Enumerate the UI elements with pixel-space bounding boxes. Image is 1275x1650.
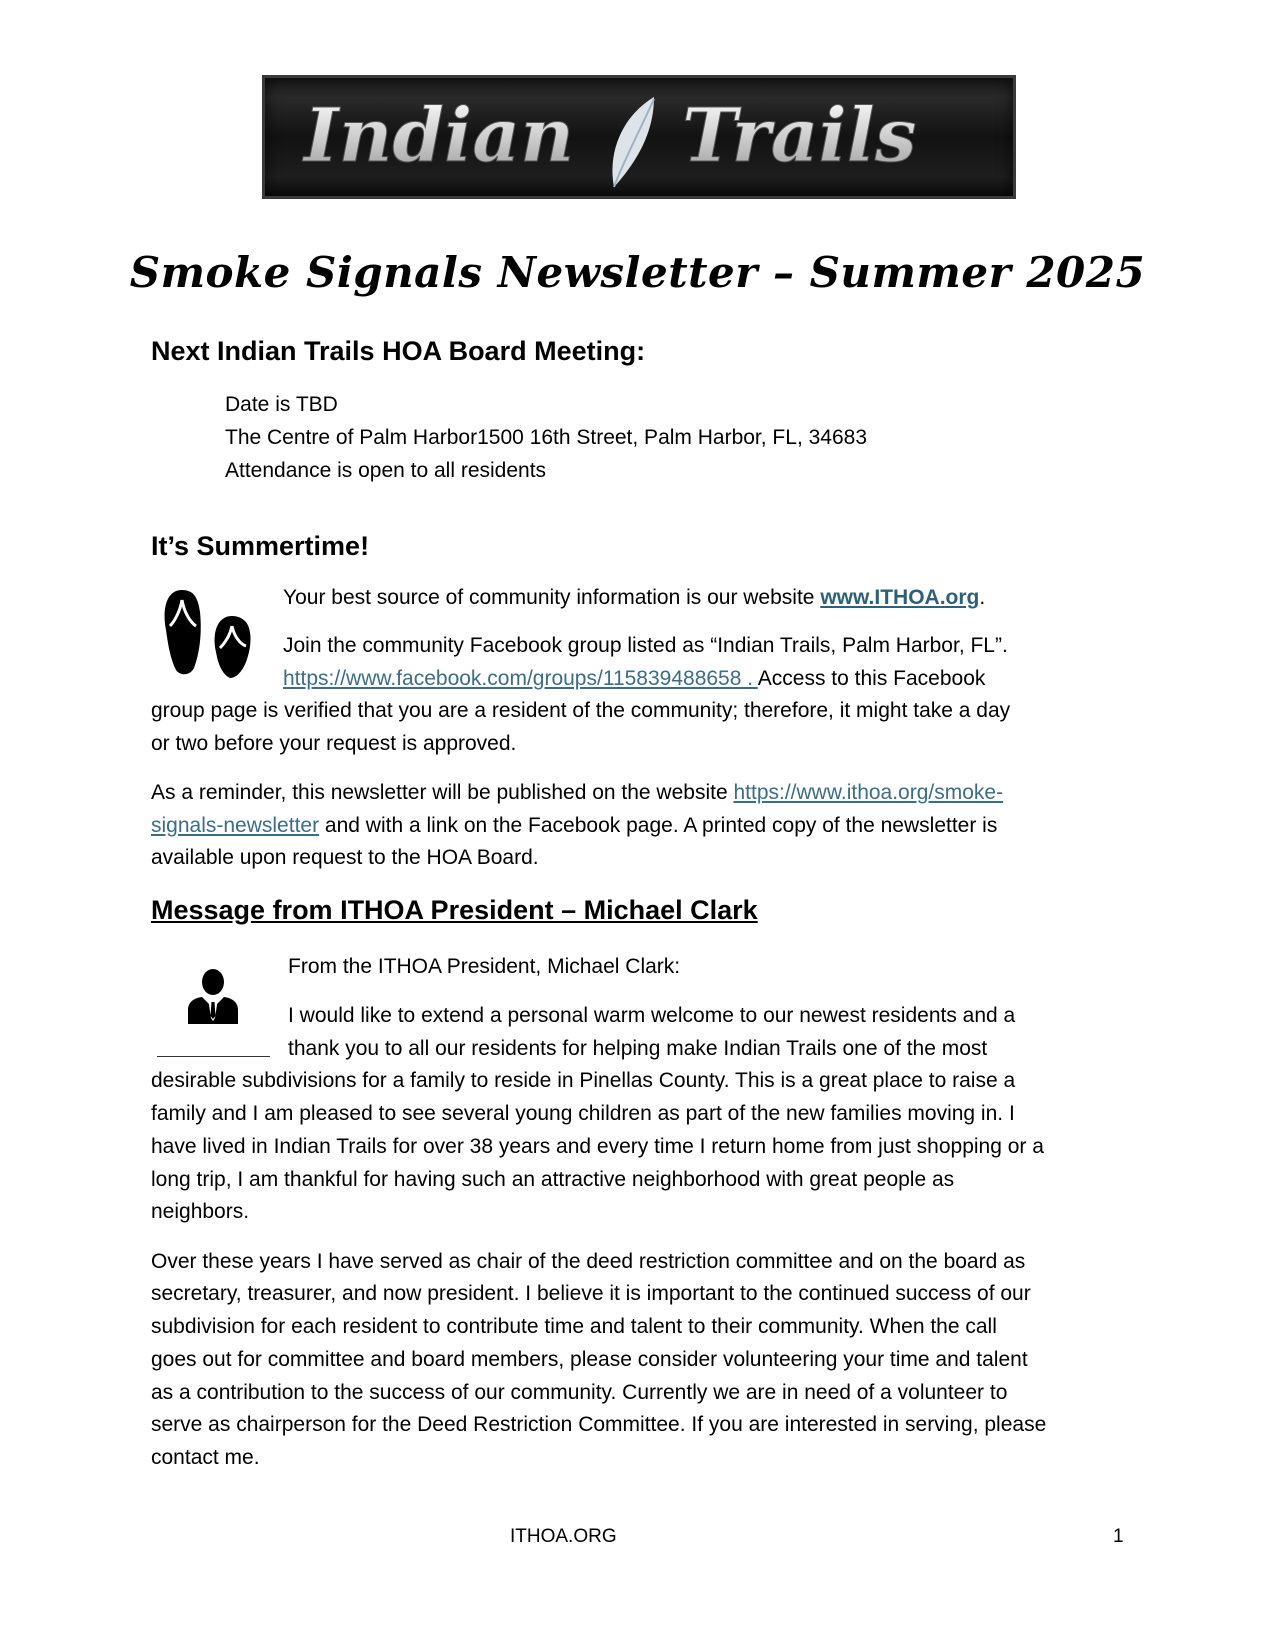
president-line-1: From the ITHOA President, Michael Clark: [288, 955, 681, 978]
facebook-group-link[interactable]: https://www.facebook.com/groups/115839488658 . [283, 667, 758, 690]
reminder-line-3: available upon request to the HOA Board. [151, 846, 539, 869]
businessman-icon [186, 968, 240, 1024]
president-line-8: neighbors. [151, 1200, 250, 1223]
president-heading: Message from ITHOA President – Michael Clark [151, 895, 758, 925]
president-line-15: contact me. [151, 1446, 260, 1469]
facebook-line-3: group page is verified that you are a resident of the community; therefore, it might take a day [151, 699, 1011, 722]
ithoa-website-link[interactable]: www.ITHOA.org [820, 586, 980, 609]
website-text-end: . [979, 586, 986, 609]
meeting-date: Date is TBD [225, 393, 338, 416]
president-line-13: as a contribution to the success of our community. Currently we are in need of a volunteer to [151, 1381, 1008, 1404]
president-line-5: family and I am pleased to see several young children as part of the new families moving in. I [151, 1102, 1015, 1125]
meeting-heading: Next Indian Trails HOA Board Meeting: [151, 336, 646, 366]
facebook-access-text: Access to this Facebook [757, 667, 986, 690]
page-number: 1 [1113, 1526, 1124, 1547]
reminder-line-1 [151, 781, 1003, 805]
newsletter-link-part-2[interactable]: signals-newsletter [151, 814, 320, 837]
president-line-12: goes out for committee and board members, please consider volunteering your time and talent [151, 1348, 1028, 1371]
feather-icon [612, 97, 654, 187]
meeting-attendance: Attendance is open to all residents [225, 459, 547, 482]
president-line-6: have lived in Indian Trails for over 38 years and every time I return home from just shopping or a [151, 1135, 1044, 1158]
facebook-line-1: Join the community Facebook group listed as “Indian Trails, Palm Harbor, FL”. [283, 634, 1008, 657]
newsletter-link-part-1[interactable]: https://www.ithoa.org/smoke- [733, 781, 1004, 804]
divider [157, 1056, 270, 1057]
president-line-11: subdivision for each resident to contribute time and talent to their community. When the call [151, 1315, 997, 1338]
reminder-line-2-text: and with a link on the Facebook page. A printed copy of the newsletter is [319, 814, 998, 837]
facebook-line-4: or two before your request is approved. [151, 732, 517, 755]
logo-graphic [262, 75, 1016, 199]
svg-text:Indian: Indian [304, 93, 575, 179]
reminder-line-2 [151, 814, 997, 838]
president-line-4: desirable subdivisions for a family to reside in Pinellas County. This is a great place to raise a [151, 1069, 1016, 1092]
president-line-14: serve as chairperson for the Deed Restriction Committee. If you are interested in serving, please [151, 1413, 1047, 1436]
summer-heading: It’s Summertime! [151, 531, 370, 561]
president-line-10: secretary, treasurer, and now president. I believe it is important to the continued success of our [151, 1282, 1031, 1305]
meeting-location: The Centre of Palm Harbor1500 16th Street, Palm Harbor, FL, 34683 [225, 426, 868, 449]
reminder-text: As a reminder, this newsletter will be published on the website [151, 781, 734, 804]
president-line-9: Over these years I have served as chair of the deed restriction committee and on the board as [151, 1250, 1026, 1273]
website-text: Your best source of community information is our website [283, 586, 821, 609]
flip-flops-icon [160, 586, 256, 678]
newsletter-title: Smoke Signals Newsletter – Summer 2025 [129, 248, 1146, 297]
facebook-line-2 [283, 667, 985, 691]
svg-text:Trails: Trails [682, 93, 917, 179]
footer-site: ITHOA.ORG [510, 1526, 617, 1547]
indian-trails-logo-banner [262, 75, 1016, 199]
website-paragraph [283, 586, 985, 610]
president-line-3: thank you to all our residents for helping make Indian Trails one of the most [288, 1037, 988, 1060]
president-line-7: long trip, I am thankful for having such an attractive neighborhood with great people as [151, 1168, 955, 1191]
president-line-2: I would like to extend a personal warm welcome to our newest residents and a [288, 1004, 1016, 1027]
